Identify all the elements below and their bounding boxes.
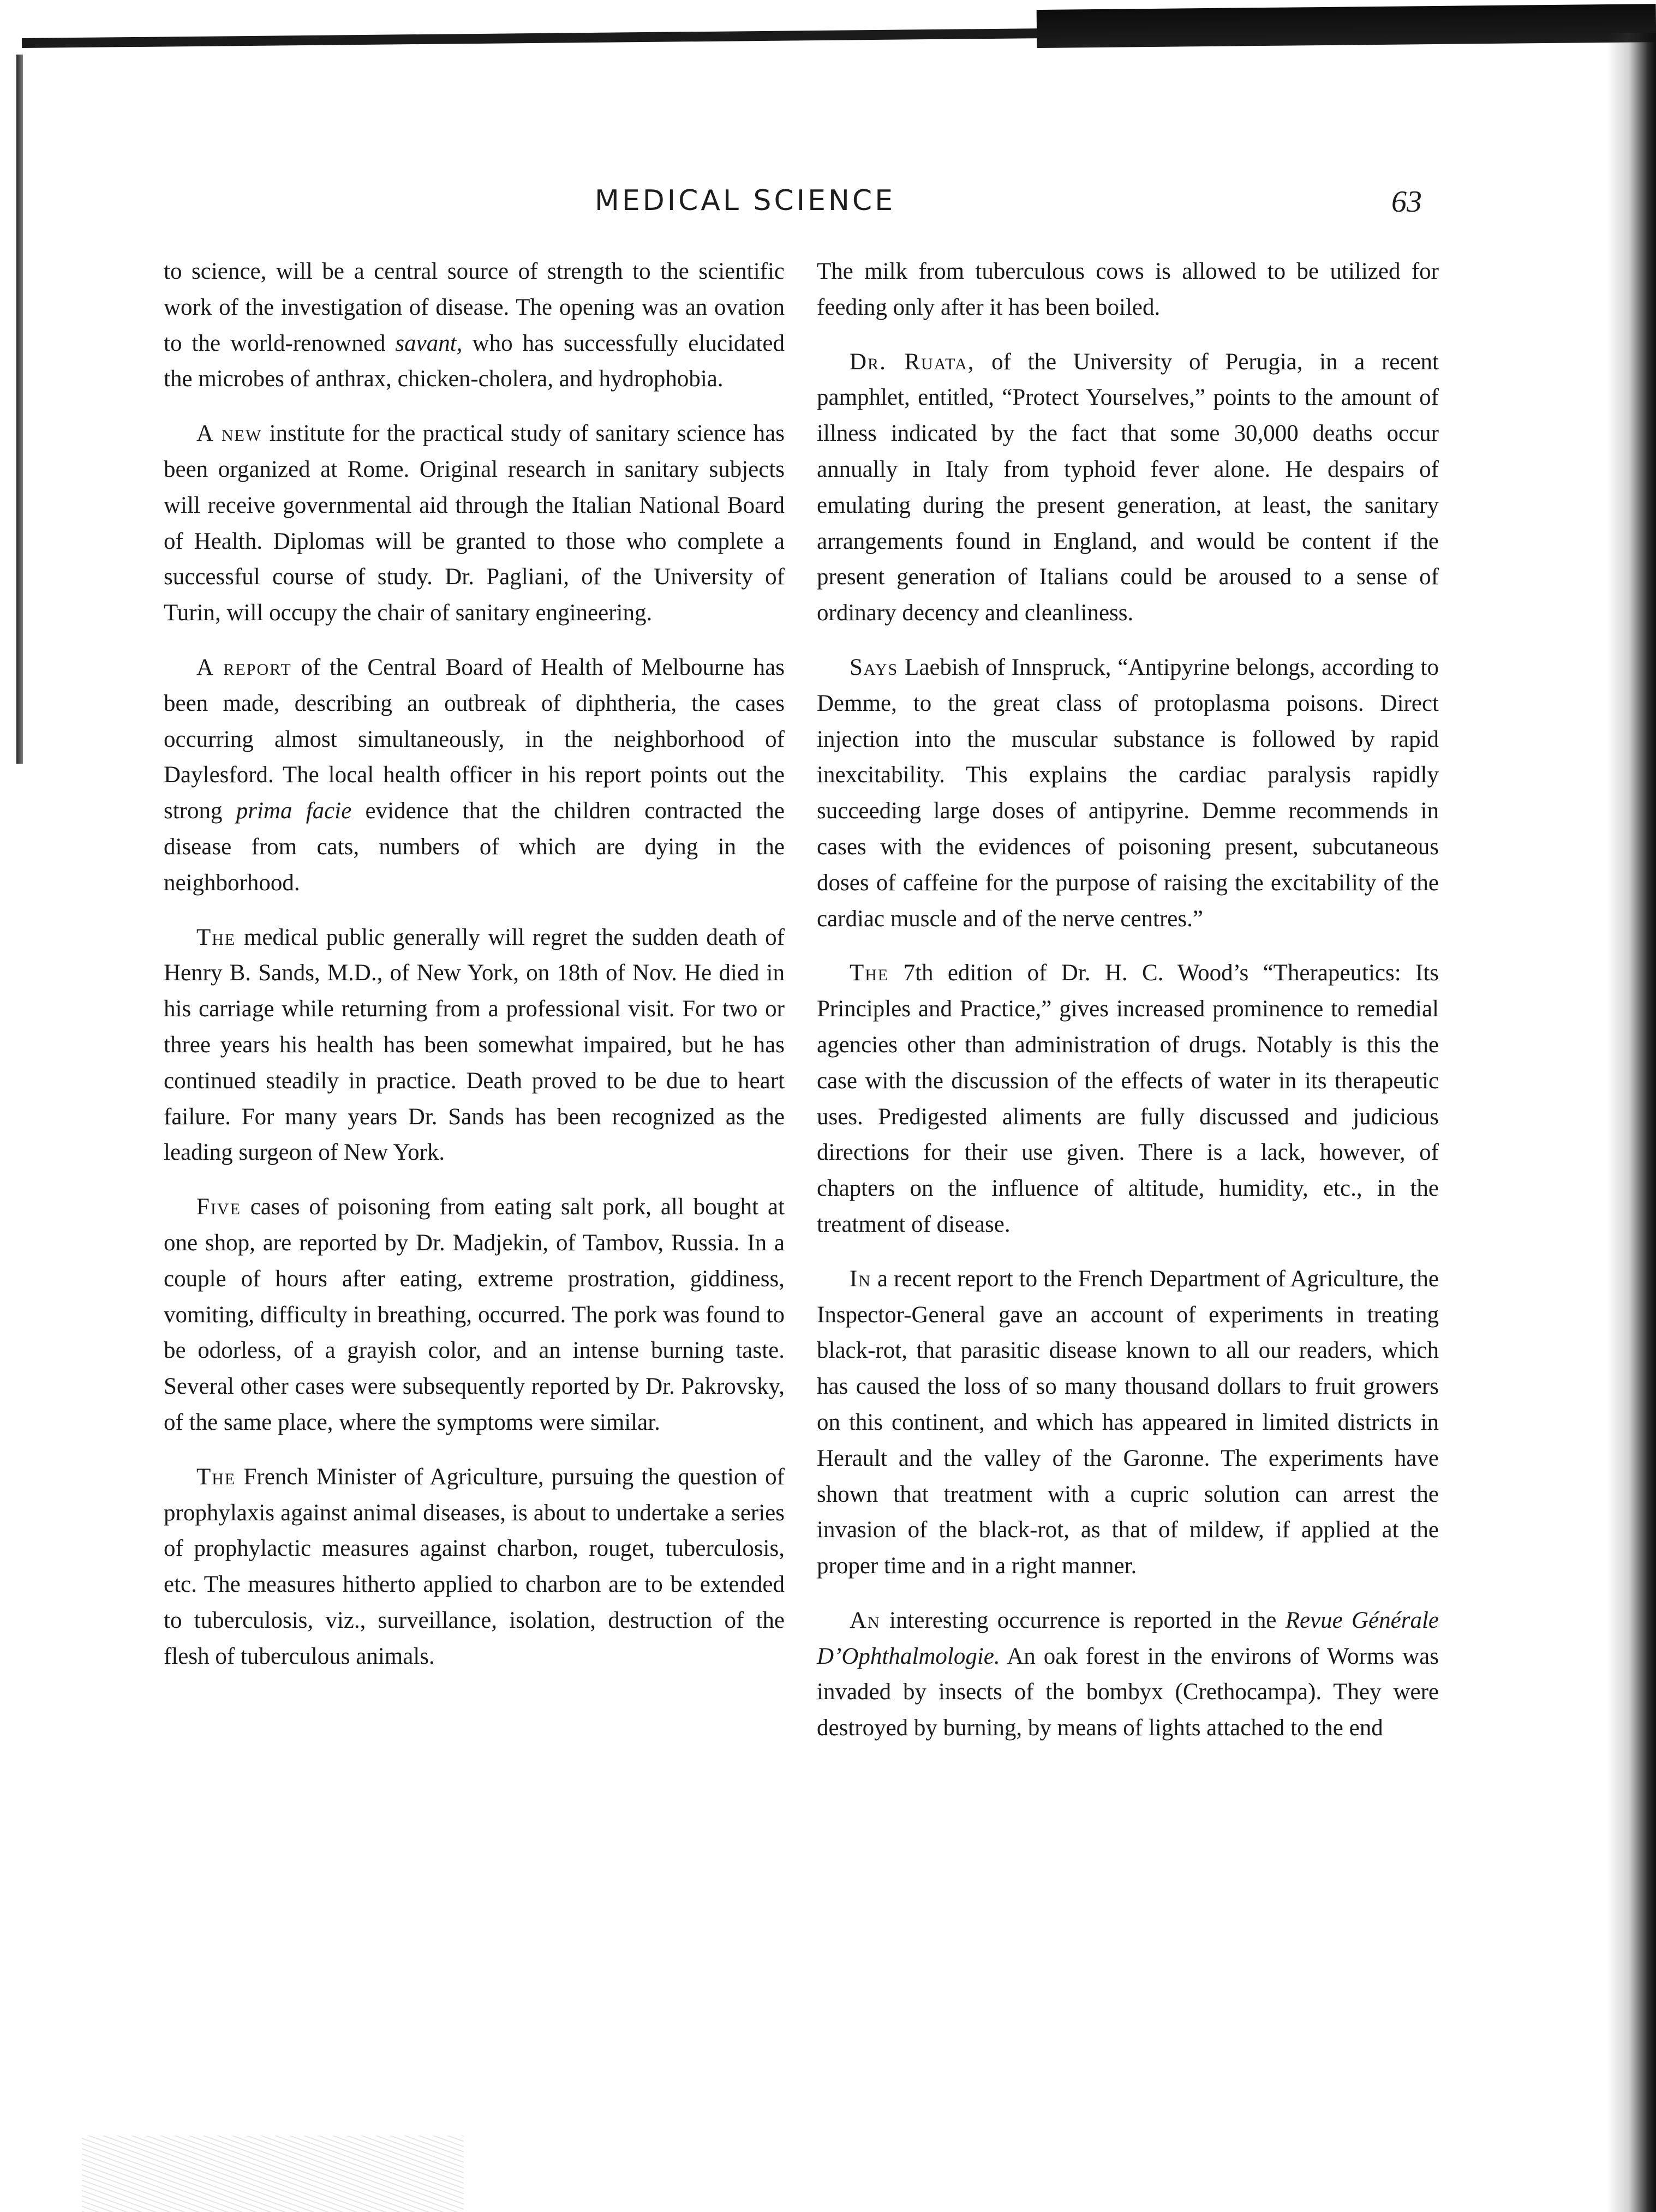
paragraph-lead: In bbox=[850, 1266, 871, 1292]
paragraph bbox=[817, 254, 1439, 326]
paragraph-text: who has successfully elucidated the microbes of anthrax, chicken-cholera, and hydrophobia. bbox=[164, 330, 785, 392]
paragraph-text: of the Central Board of Health of Melbourne has been made, describing an outbreak of diphtheria, the cases occurring almost simultaneously, in the neighborhood of Daylesford. The local health officer in his report points out the strong bbox=[164, 654, 785, 824]
paragraph-text: medical public generally will regret the sudden death of Henry B. Sands, M.D., of New York, on 18th of Nov. He died in his carriage while returning from a professional visit. For two or three years his health has been somewhat impaired, but he has continued steadily in practice. Death proved to be due to heart failure. For many years Dr. Sands has been recognized as the leading surgeon of New York. bbox=[164, 924, 785, 1166]
paragraph bbox=[817, 1261, 1439, 1584]
paragraph-lead: Says bbox=[850, 654, 899, 680]
paragraph-text: evidence that the children contracted the disease from cats, numbers of which are dying in the neighborhood. bbox=[164, 798, 785, 896]
paragraph-text: institute for the practical study of sanitary science has been organized at Rome. Original research in sanitary subjects will receive governmental aid through the Italian National Board of Health. Diplomas will be granted to those who complete a successful course of study. Dr. Pagliani, of the University of Turin, will occupy the chair of sanitary engineering. bbox=[164, 421, 785, 626]
paragraph bbox=[164, 254, 785, 397]
paragraph bbox=[164, 920, 785, 1171]
paragraph bbox=[164, 1459, 785, 1675]
paragraph-text: French Minister of Agriculture, pursuing the question of prophylaxis against animal diseases, is about to undertake a series of prophylactic measures against charbon, rouget, tuberculosis, etc. The measures hitherto applied to charbon are to be extended to tuberculosis, viz., surveillance, isolation, destruction of the flesh of tuberculous animals. bbox=[164, 1464, 785, 1669]
paragraph bbox=[164, 650, 785, 901]
paragraph bbox=[817, 344, 1439, 631]
paragraph-lead: The bbox=[196, 1464, 236, 1490]
paragraph bbox=[817, 955, 1439, 1242]
page-number: 63 bbox=[1391, 185, 1422, 219]
scan-noise-bottom bbox=[82, 2136, 464, 2212]
paragraph bbox=[817, 1603, 1439, 1746]
running-head: MEDICAL SCIENCE bbox=[595, 184, 896, 217]
paragraph-lead: An bbox=[850, 1607, 881, 1633]
scan-edge-right-shadow bbox=[1607, 33, 1656, 2212]
paragraph bbox=[164, 416, 785, 631]
scan-edge-left bbox=[16, 55, 23, 764]
paragraph-lead: Five bbox=[196, 1194, 241, 1220]
paragraph-text: An oak forest in the environs of Worms was invaded by insects of the bombyx (Crethocampa). They were destroyed by burning, by means of lights attached to the end bbox=[817, 1643, 1439, 1741]
paragraph-lead: Dr. Ruata, bbox=[850, 349, 975, 375]
paragraph-text: of the University of Perugia, in a recent pamphlet, entitled, “Protect Yourselves,” points to the amount of illness indicated by the fact that some 30,000 deaths occur annually in Italy from typhoid fever alone. He despairs of emulating during the present generation, at least, the sanitary arrangements found in England, and would be content if the present generation of Italians could be aroused to a sense of ordinary decency and cleanliness. bbox=[817, 349, 1439, 626]
scan-edge-top-shadow bbox=[1037, 4, 1656, 48]
paragraph-lead: The bbox=[850, 960, 889, 986]
paragraph-lead: A report bbox=[196, 654, 292, 680]
paragraph-text: to science, will be a central source of strength to the scientific work of the investigation of disease. The opening was an ovation to the world-renowned bbox=[164, 259, 785, 356]
paragraph-text: The milk from tuberculous cows is allowed to be utilized for feeding only after it has been boiled. bbox=[817, 259, 1439, 320]
paragraph-text: 7th edition of Dr. H. C. Wood’s “Therapeutics: Its Principles and Practice,” gives increased prominence to remedial agencies other than administration of drugs. Notably is this the case with the discussion of the effects of water in its therapeutic uses. Predigested aliments are fully discussed and judicious directions for their use given. There is a lack, however, of chapters on the influence of altitude, humidity, etc., in the treatment of disease. bbox=[817, 960, 1439, 1237]
italic-text: prima facie bbox=[236, 798, 352, 824]
italic-text: Revue Générale D’Ophthalmologie. bbox=[817, 1607, 1439, 1669]
paragraph-text: interesting occurrence is reported in the bbox=[880, 1607, 1286, 1633]
italic-text: savant, bbox=[395, 330, 463, 356]
paragraph bbox=[817, 650, 1439, 937]
paragraph-lead: A new bbox=[196, 421, 262, 447]
paragraph-text: cases of poisoning from eating salt pork, all bought at one shop, are reported by Dr. Madjekin, of Tambov, Russia. In a couple of hours after eating, extreme prostration, giddiness, vomiting, difficulty in breathing, occurred. The pork was found to be odorless, of a grayish color, and an intense burning taste. Several other cases were subsequently reported by Dr. Pakrovsky, of the same place, where the symptoms were similar. bbox=[164, 1194, 785, 1435]
paragraph bbox=[164, 1189, 785, 1441]
paragraph-lead: The bbox=[196, 924, 236, 950]
paragraph-text: a recent report to the French Department of Agriculture, the Inspector-General gave an account of experiments in treating black-rot, that parasitic disease known to all our readers, which has caused the loss of so many thousand dollars to fruit growers on this continent, and which has appeared in limited districts in Herault and the valley of the Garonne. The experiments have shown that treatment with a cupric solution can arrest the invasion of the black-rot, as that of mildew, if applied at the proper time and in a right manner. bbox=[817, 1266, 1439, 1579]
right-column bbox=[817, 254, 1439, 1746]
left-column bbox=[164, 254, 785, 1674]
paragraph-text: Laebish of Innspruck, “Antipyrine belongs, according to Demme, to the great class of protoplasma poisons. Direct injection into the muscular substance is followed by rapid inexcitability. This explains the cardiac paralysis rapidly succeeding large doses of antipyrine. Demme recommends in cases with the evidences of poisoning present, subcutaneous doses of caffeine for the purpose of raising the excitability of the cardiac muscle and of the nerve centres.” bbox=[817, 654, 1439, 932]
